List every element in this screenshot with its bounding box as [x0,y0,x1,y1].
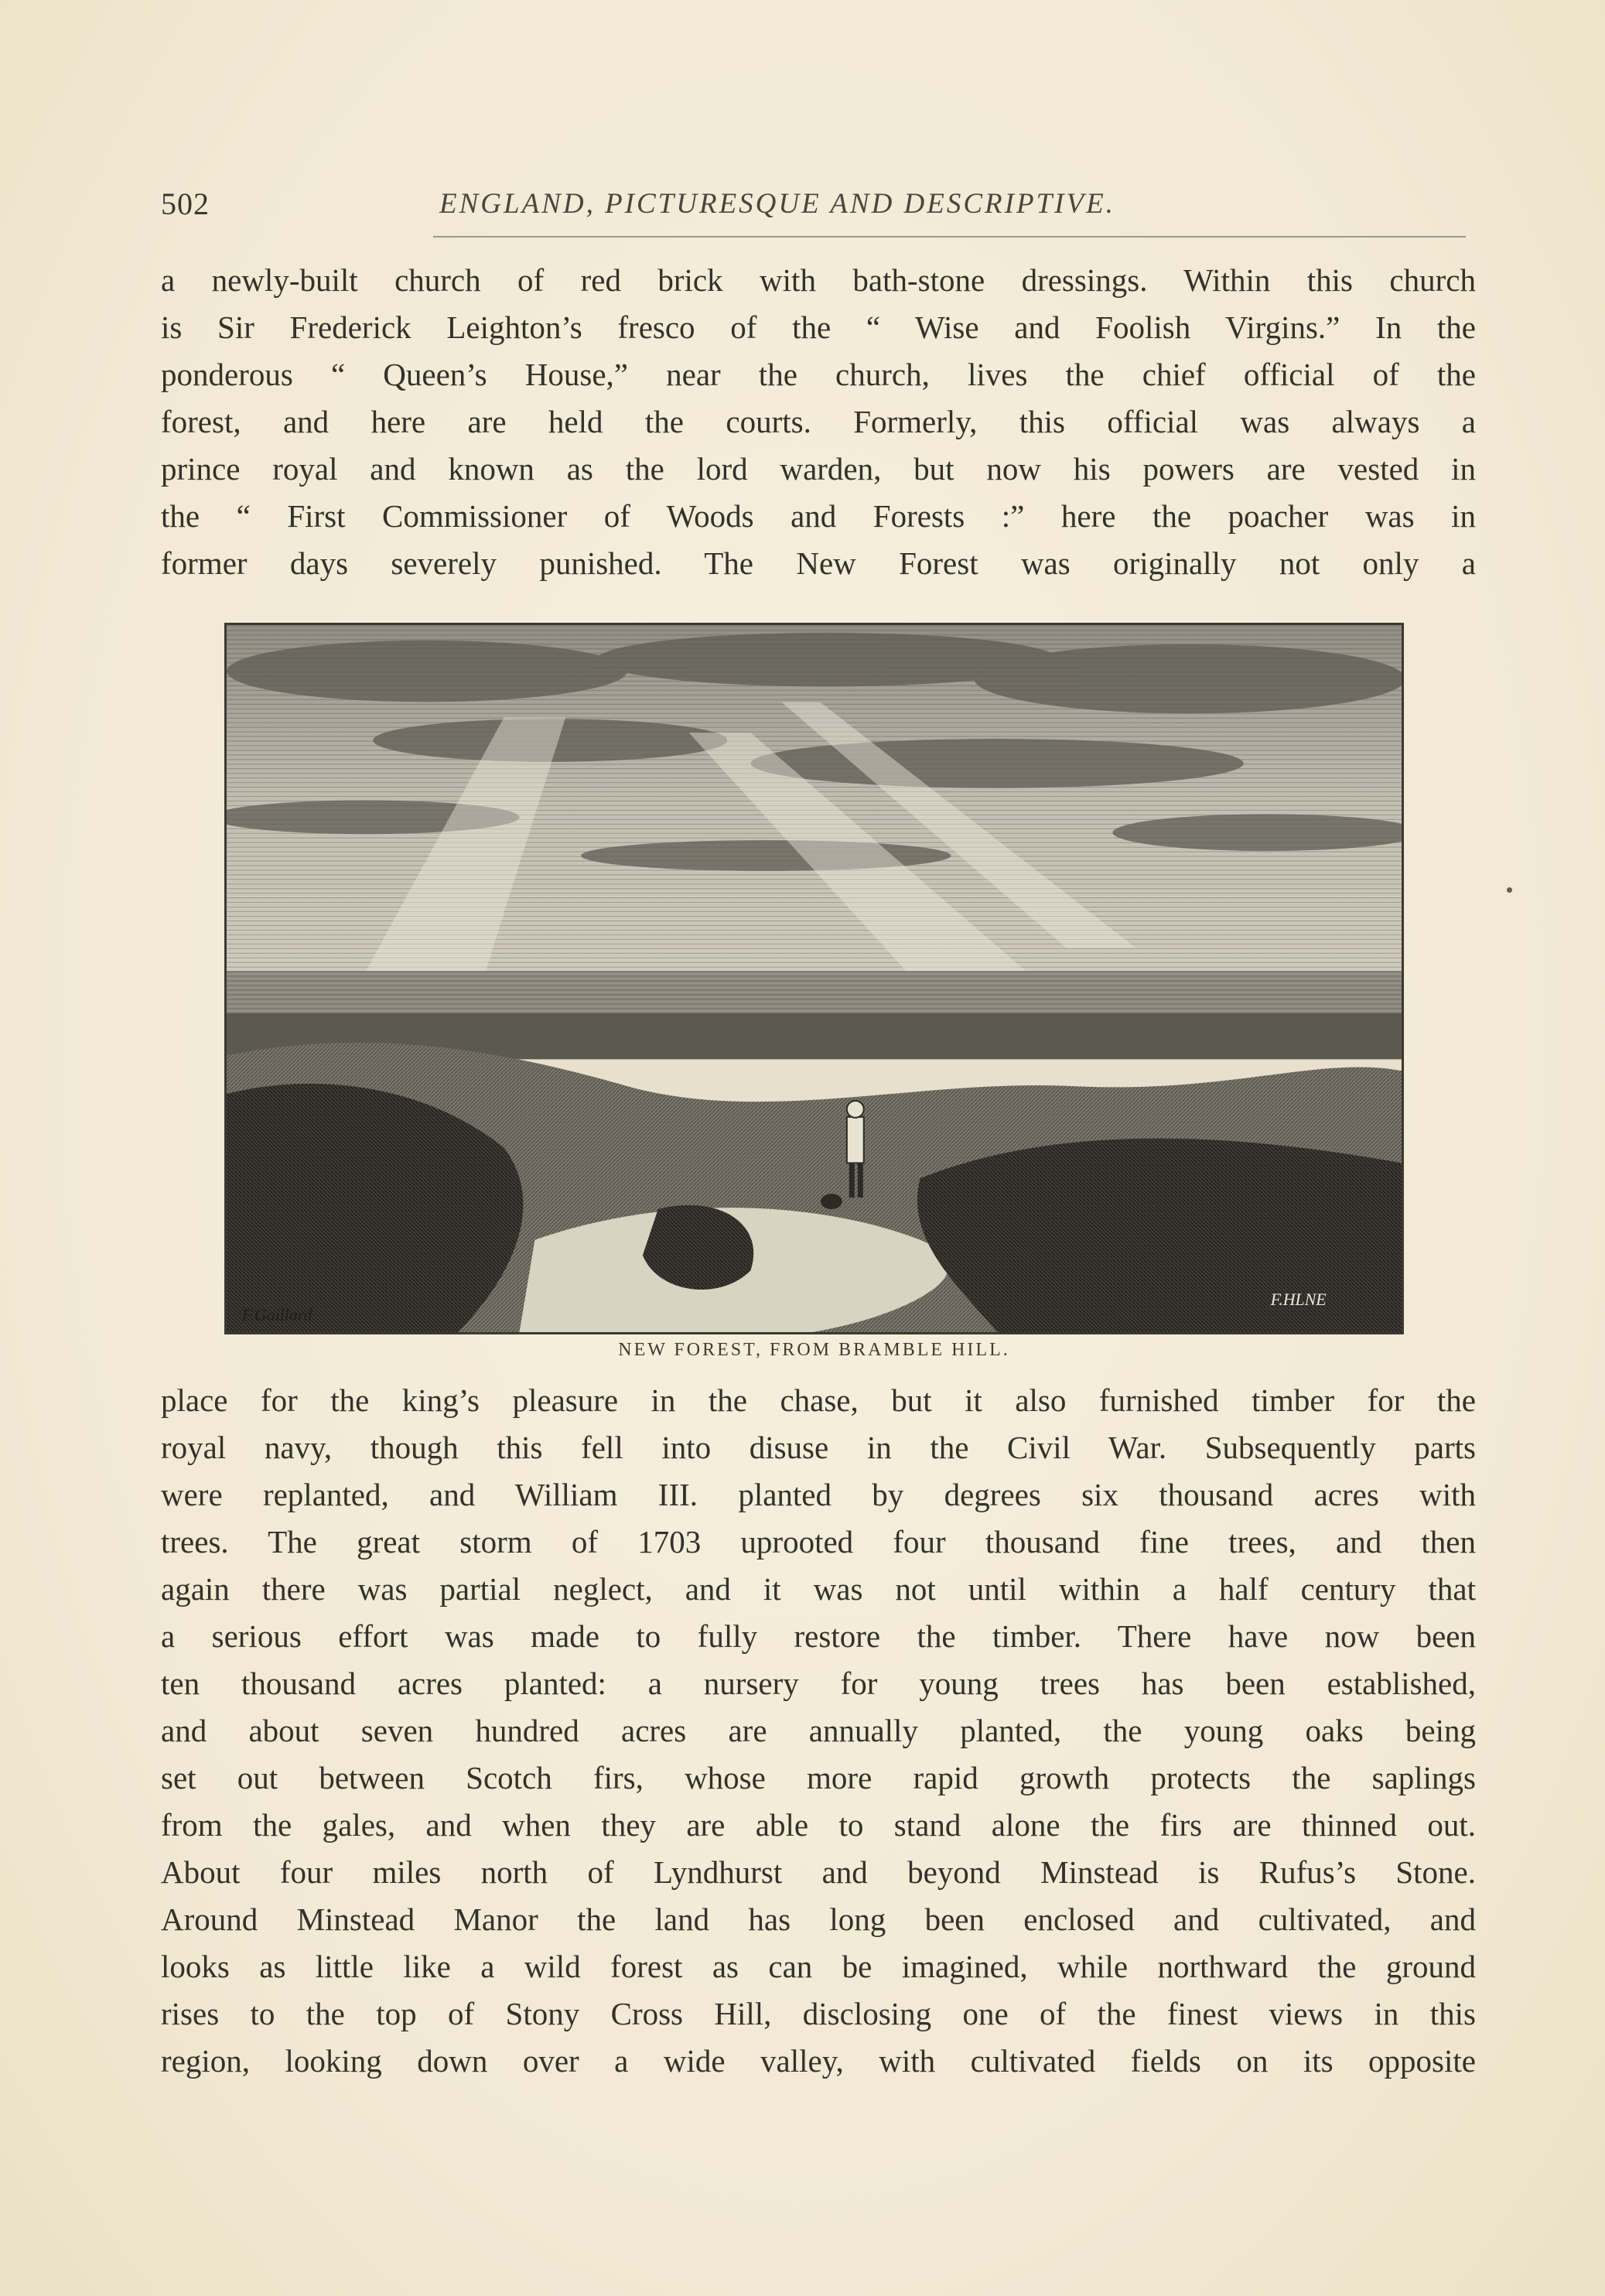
text-line: ten thousand acres planted: a nursery for young trees has been established, [161,1666,1476,1701]
body-text-top [161,257,1476,587]
running-title: ENGLAND, PICTURESQUE AND DESCRIPTIVE. [439,188,1115,220]
illustration-caption: NEW FOREST, FROM BRAMBLE HILL. [618,1340,1010,1360]
text-line: looks as little like a wild forest as can be imagined, while northward the ground [161,1949,1476,1984]
text-line: royal navy, though this fell into disuse in the Civil War. Subsequently parts [161,1430,1476,1465]
text-line: trees. The great storm of 1703 uprooted four thousand fine trees, and then [161,1524,1476,1560]
body-text-bottom [161,1377,1476,2085]
text-line: region, looking down over a wide valley, with cultivated fields on its opposite [161,2043,1476,2079]
text-line: from the gales, and when they are able to stand alone the firs are thinned out. [161,1807,1476,1843]
text-line: were replanted, and William III. planted by degrees six thousand acres with [161,1477,1476,1512]
text-line: About four miles north of Lyndhurst and beyond Minstead is Rufus’s Stone. [161,1854,1476,1890]
signature-right: F.HLNE [1270,1290,1327,1310]
text-line: the “ First Commissioner of Woods and Forests :” here the poacher was in [161,498,1476,534]
text-line: former days severely punished. The New Forest was originally not only a [161,545,1476,581]
text-line: set out between Scotch firs, whose more rapid growth protects the saplings [161,1760,1476,1795]
text-line: prince royal and known as the lord warden, but now his powers are vested in [161,451,1476,487]
text-line: Around Minstead Manor the land has long been enclosed and cultivated, and [161,1901,1476,1937]
signature-left: F.Gaillard [241,1306,312,1325]
text-line: a serious effort was made to fully restore the timber. There have now been [161,1618,1476,1654]
text-line: ponderous “ Queen’s House,” near the church, lives the chief official of the [161,357,1476,392]
engraving-illustration [224,623,1404,1334]
page-number: 502 [161,186,210,221]
text-line: a newly-built church of red brick with bath-stone dressings. Within this church [161,262,1476,298]
text-line: again there was partial neglect, and it was not until within a half century that [161,1571,1476,1607]
paper-speck [1507,887,1512,893]
text-line: and about seven hundred acres are annually planted, the young oaks being [161,1713,1476,1748]
header-rule [433,236,1466,237]
text-line: is Sir Frederick Leighton’s fresco of the “ Wise and Foolish Virgins.” In the [161,309,1476,345]
running-head [161,186,1468,232]
text-line: forest, and here are held the courts. Formerly, this official was always a [161,404,1476,439]
heath-foreground [227,1043,1402,1332]
landscape-engraving [227,625,1402,1332]
text-line: rises to the top of Stony Cross Hill, disclosing one of the finest views in this [161,1996,1476,2031]
text-line: place for the king’s pleasure in the chase, but it also furnished timber for the [161,1382,1476,1418]
